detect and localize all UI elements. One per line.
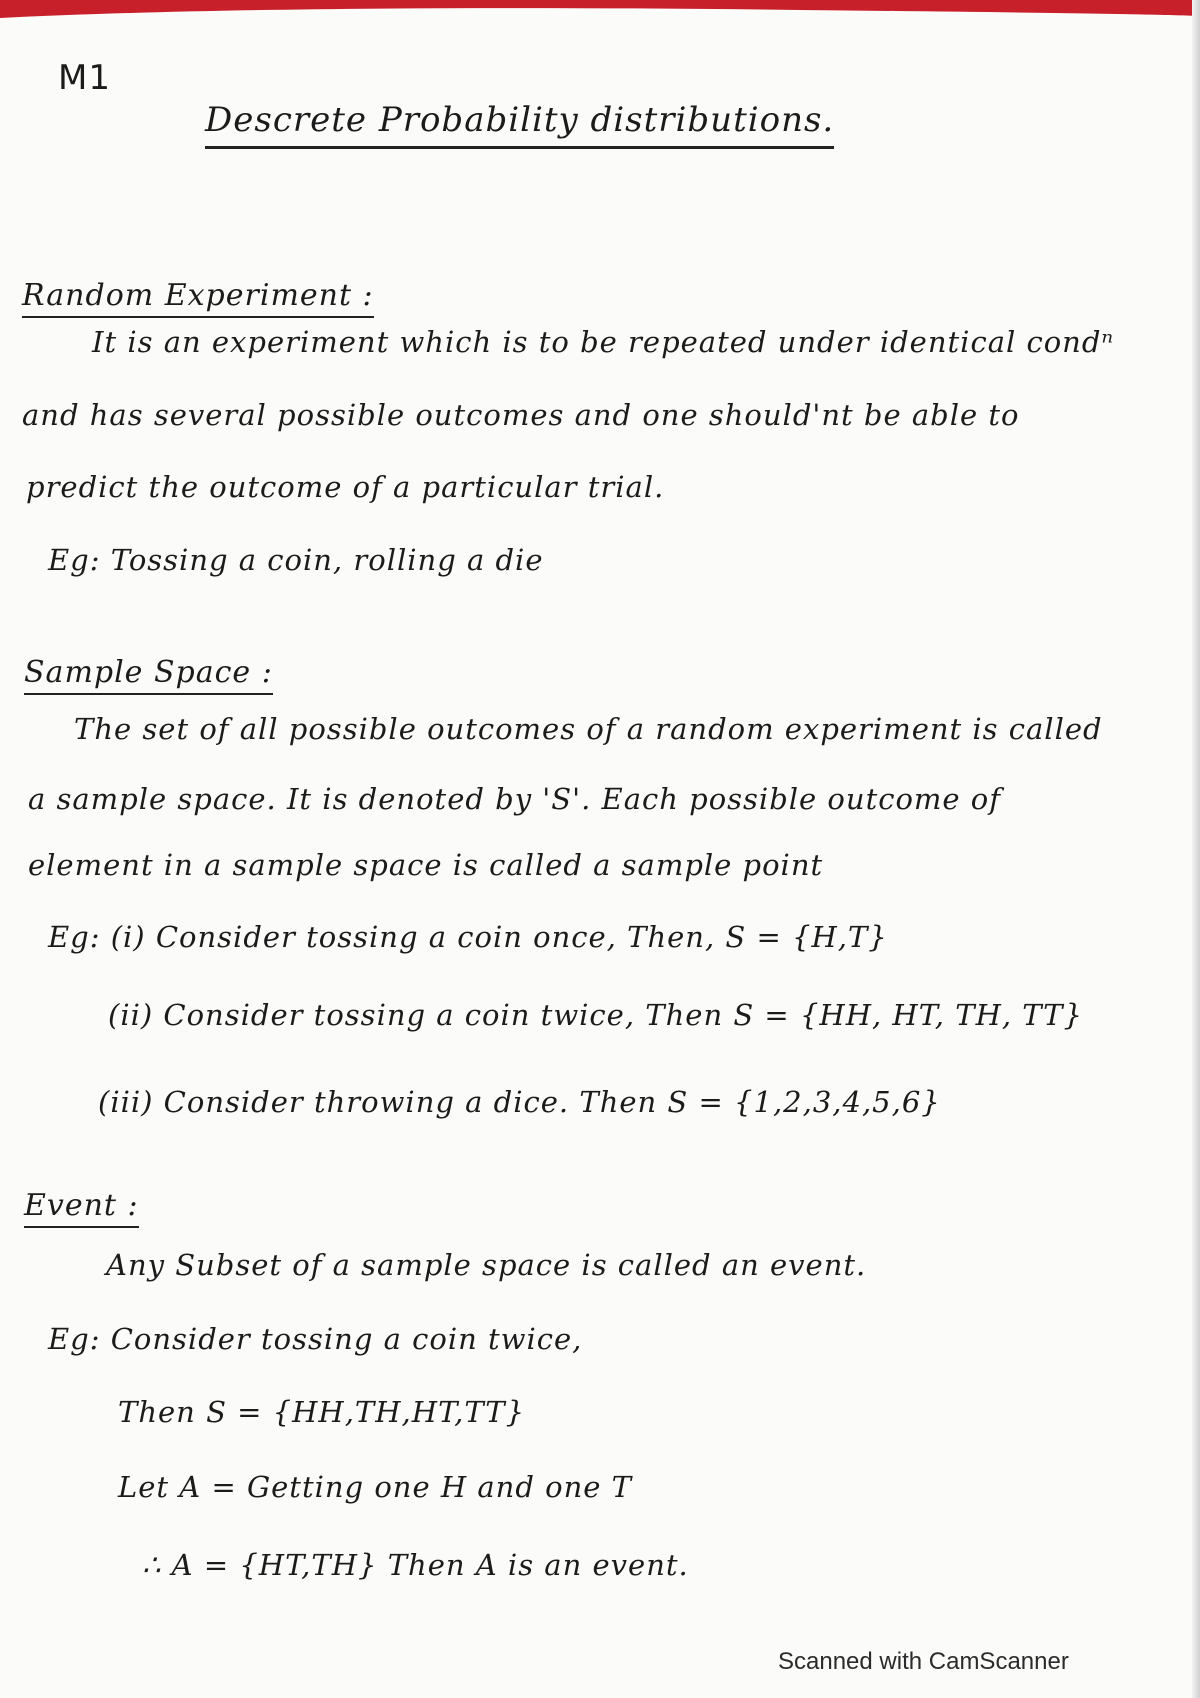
text-line: predict the outcome of a particular trial. (26, 470, 665, 504)
heading-sample-space: Sample Space : (24, 655, 273, 695)
example-line: (ii) Consider tossing a coin twice, Then S = {HH, HT, TH, TT} (108, 998, 1083, 1032)
text-line: and has several possible outcomes and one should'nt be able to (22, 398, 1020, 432)
example-line: (iii) Consider throwing a dice. Then S = {1,2,3,4,5,6} (98, 1085, 941, 1119)
page-title: Descrete Probability distributions. (205, 100, 834, 149)
text-line: a sample space. It is denoted by 'S'. Each possible outcome of (28, 782, 1001, 816)
text-line: Then S = {HH,TH,HT,TT} (118, 1395, 526, 1429)
red-page-edge (0, 0, 1200, 40)
page-right-edge (1192, 0, 1200, 1698)
module-label: M1 (58, 58, 111, 98)
text-line: element in a sample space is called a sample point (28, 848, 824, 882)
heading-event: Event : (24, 1188, 139, 1228)
camscanner-watermark: Scanned with CamScanner (778, 1648, 1069, 1675)
text-line: It is an experiment which is to be repeated under identical condⁿ (92, 325, 1115, 359)
text-line: ∴ A = {HT,TH} Then A is an event. (142, 1548, 689, 1582)
example-line: Eg: Consider tossing a coin twice, (48, 1322, 583, 1356)
text-line: The set of all possible outcomes of a random experiment is called (74, 712, 1103, 746)
text-line: Any Subset of a sample space is called an event. (106, 1248, 867, 1282)
example-line: Eg: (i) Consider tossing a coin once, Then, S = {H,T} (48, 920, 888, 954)
heading-random-experiment: Random Experiment : (22, 278, 374, 318)
text-line: Let A = Getting one H and one T (118, 1470, 632, 1504)
example-line: Eg: Tossing a coin, rolling a die (48, 543, 544, 577)
